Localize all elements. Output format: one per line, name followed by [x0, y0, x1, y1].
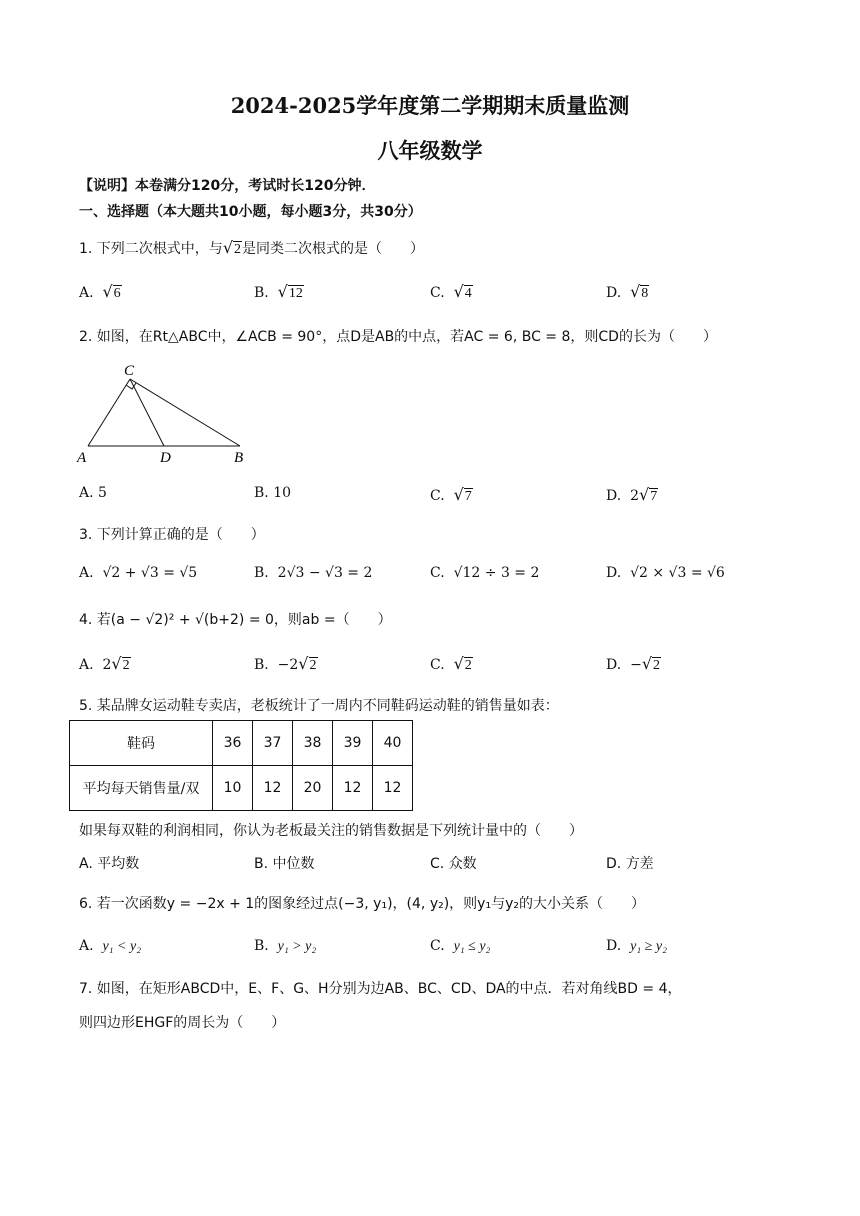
table-cell: 38: [293, 721, 333, 766]
q4-option-c[interactable]: C. √2: [430, 654, 472, 673]
side-ac: [88, 379, 130, 446]
table-header-cell: 平均每天销售量/双: [70, 766, 213, 811]
table-cell: 36: [213, 721, 253, 766]
q2-option-b[interactable]: B. 10: [254, 485, 292, 501]
question-2-stem: 2. 如图，在Rt△ABC中，∠ACB = 90°，点D是AB的中点，若AC = 6, BC = 8，则CD的长为（ ）: [79, 329, 717, 345]
q5-option-b[interactable]: B. 中位数: [254, 856, 315, 872]
shoe-sales-table: [69, 720, 413, 811]
q5-option-c[interactable]: C. 众数: [430, 856, 477, 872]
q6-option-b[interactable]: B. y₁ > y₂: [254, 938, 317, 954]
q6-option-c[interactable]: C. y₁ ≤ y₂: [430, 938, 491, 954]
q2-option-d[interactable]: D. 2√7: [606, 485, 658, 504]
table-cell: 12: [333, 766, 373, 811]
table-row: [70, 721, 413, 766]
q4-option-b[interactable]: B. −2√2: [254, 654, 317, 673]
question-1-stem: 1. 下列二次根式中，与√2是同类二次根式的是（ ）: [79, 238, 425, 257]
q5-option-a[interactable]: A. 平均数: [79, 856, 140, 872]
q1-option-b[interactable]: B. √12: [254, 282, 303, 301]
exam-note: 【说明】本卷满分120分，考试时长120分钟．: [79, 178, 376, 194]
triangle-figure: [72, 358, 252, 468]
q1-option-a[interactable]: A. √6: [79, 282, 121, 301]
table-cell: 39: [333, 721, 373, 766]
q5-option-d[interactable]: D. 方差: [606, 856, 654, 872]
q3-option-d[interactable]: D. √2 × √3 = √6: [606, 565, 725, 581]
sqrt-expression: √2: [222, 238, 242, 257]
label-b: B: [234, 450, 244, 466]
question-6-stem: 6. 若一次函数y = −2x + 1的图象经过点(−3, y₁)，(4, y₂)，则y₁与y₂的大小关系（ ）: [79, 896, 645, 912]
table-cell: 40: [373, 721, 413, 766]
q3-option-b[interactable]: B. 2√3 − √3 = 2: [254, 565, 373, 581]
question-5-question: 如果每双鞋的利润相同，你认为老板最关注的销售数据是下列统计量中的（ ）: [79, 823, 583, 839]
table-header-cell: 鞋码: [70, 721, 213, 766]
table-cell: 12: [373, 766, 413, 811]
label-a: A: [77, 450, 87, 466]
page-title: 2024-2025学年度第二学期期末质量监测: [230, 93, 630, 118]
table-cell: 20: [293, 766, 333, 811]
question-7-line-2: 则四边形EHGF的周长为（ ）: [79, 1015, 286, 1031]
table-row: [70, 766, 413, 811]
q6-option-a[interactable]: A. y₁ < y₂: [79, 938, 142, 954]
question-4-stem: 4. 若(a − √2)² + √(b+2) = 0，则ab =（ ）: [79, 612, 392, 628]
q3-option-c[interactable]: C. √12 ÷ 3 = 2: [430, 565, 540, 581]
question-7-line-1: 7. 如图，在矩形ABCD中，E、F、G、H分别为边AB、BC、CD、DA的中点．若对角线BD = 4，: [79, 981, 682, 997]
q1-option-d[interactable]: D. √8: [606, 282, 649, 301]
table-cell: 12: [253, 766, 293, 811]
q3-option-a[interactable]: A. √2 + √3 = √5: [79, 565, 198, 581]
question-5-stem: 5. 某品牌女运动鞋专卖店，老板统计了一周内不同鞋码运动鞋的销售量如表：: [79, 698, 559, 714]
label-d: D: [160, 450, 171, 466]
q2-option-c[interactable]: C. √7: [430, 485, 472, 504]
q1-option-c[interactable]: C. √4: [430, 282, 472, 301]
q2-option-a[interactable]: A. 5: [79, 485, 107, 501]
label-c: C: [124, 363, 135, 379]
q4-option-d[interactable]: D. −√2: [606, 654, 661, 673]
q4-option-a[interactable]: A. 2√2: [79, 654, 130, 673]
page-subtitle: 八年级数学: [377, 138, 483, 163]
section-heading: 一、选择题（本大题共10小题，每小题3分，共30分）: [79, 204, 422, 220]
question-3-stem: 3. 下列计算正确的是（ ）: [79, 527, 265, 543]
table-cell: 10: [213, 766, 253, 811]
table-cell: 37: [253, 721, 293, 766]
q6-option-d[interactable]: D. y₁ ≥ y₂: [606, 938, 667, 954]
